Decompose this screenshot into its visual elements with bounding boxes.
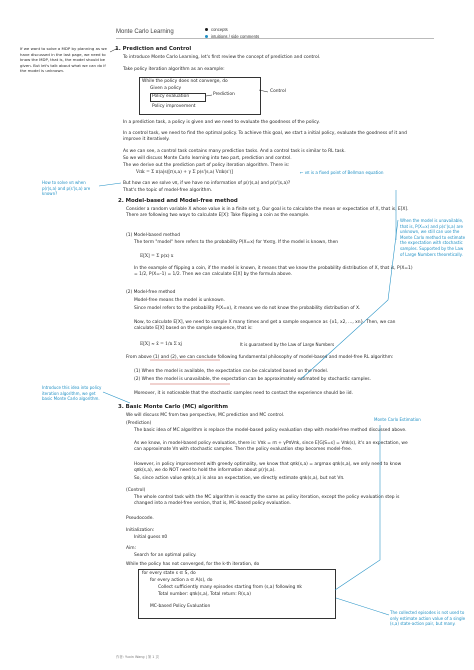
header-divider bbox=[116, 38, 434, 39]
s3-control-text: The whole control task with the MC algorithm is exactly the same as policy iteration, except the policy evaluation step is changed into a model-free version, that is, MC-based policy evaluation. bbox=[134, 495, 401, 507]
section-1-title: 1. Prediction and Control bbox=[115, 46, 192, 52]
section-3-title: 3. Basic Monte Carlo (MC) algorithm bbox=[118, 404, 228, 410]
legend-item-concepts bbox=[205, 26, 259, 33]
s1-control-text: In a control task, we need to find the optimal policy. To achieve this goal, we start a initial policy, evaluate the goodness of it and improve it iteratively. bbox=[123, 131, 409, 143]
side-note-how-solve: How to solve νπ when p(r|s,a) and p(s'|s,a) are known? bbox=[42, 180, 91, 197]
side-note-collected: The collected episodes is not used to only estimate action value of a single (s,a) state-action pair, but many. bbox=[390, 610, 466, 627]
s2-m2: (2) Model-free method bbox=[126, 290, 176, 295]
s1-pred-text: In a prediction task, a policy is given and we need to evaluate the goodness of the policy. bbox=[123, 120, 320, 125]
s2-m2-formula: E[X] ≈ x̄ = 1/n Σ xj bbox=[140, 342, 183, 347]
pseudo-collect: Collect sufficiently many episodes starting from (s,a) following πk bbox=[158, 585, 302, 590]
s2-m2-text2: Since model refers to the probability P(X=x), it means we do not know the probability distribution of X. bbox=[134, 306, 361, 311]
s3-pred-text3: However, in policy improvement with greedy optimality, we know that qπk(s,a) = argmax qπk(s,a), we only need to know qπk(s,a), we do NOT need to hold the information about p(r|s,a). bbox=[134, 462, 403, 474]
page-footer: 作者: Yuxin Wang | 第 1 页 bbox=[116, 655, 159, 659]
pseudo-mc: MC-based Policy Evaluation bbox=[150, 604, 211, 609]
pseudo-aim: Aim: bbox=[126, 546, 136, 551]
legend-label: concepts bbox=[211, 27, 228, 32]
s2-m1: (1) Model-based method bbox=[126, 233, 180, 238]
s1-intro: To introduce Monte Carlo Learning, let's first review the concept of prediction and control. bbox=[123, 55, 321, 60]
s1-formula: Vπk = Σ π(a|s)[r(s,a) + γ Σ p(s'|s,a) Vπk(s')] bbox=[136, 170, 233, 175]
s3-pred-text2: As we know, in model-based policy evaluation, there is: Vπk = rπ + γPπVπk, since E[G|S=s] = Vπk(s), it's an expectation, we can approximate Vπ with stochastic samples. Then the policy evaluation step becomes model-free. bbox=[134, 441, 410, 453]
left-margin-note: If we want to solve a MDP by planning as we have discussed in the last page, we need to know the MDP, that is, the model should be given. But let's talk about what we can do if the model is unknown. bbox=[20, 46, 109, 74]
s2-m1-text: The term "model" here refers to the probability P(X=x) for ∀x∈χ. If the model is known, then bbox=[134, 240, 339, 245]
arrow-intro-idea bbox=[103, 392, 130, 403]
color-legend bbox=[205, 26, 259, 40]
page-title: Monte Carlo Learning bbox=[116, 29, 174, 35]
box-improve: Policy improvement bbox=[152, 104, 196, 109]
legend-label: intuitions / side comments bbox=[211, 34, 260, 39]
box-eval: Policy evaluation bbox=[152, 93, 190, 99]
s2-key: Moreover, it is noticeable that the stochastic samples need to contact the experience should be iid. bbox=[134, 391, 353, 396]
s2-m1-formula: E[X] = Σ p(x) x bbox=[140, 254, 174, 259]
s2-m2-text3: Now, to calculate E[X], we need to sample X many times and get a sample sequence as {x1, x2, ..., xn}. Then, we can calculate E[X] based on the sample sequence, that is: bbox=[134, 320, 397, 332]
pseudo-title: Pseudocode. bbox=[126, 516, 154, 521]
s1-then: That's the topic of model-free algorithm. bbox=[123, 188, 213, 193]
s2-intro: Consider a random variable X whose value is in a finite set χ. Our goal is to calculate the mean or expectation of X, that is, E[X]. There are following two ways to calculate E[X]: Take flipping a coin as the example. bbox=[126, 207, 410, 219]
pseudo-aim-val: Search for an optimal policy. bbox=[134, 553, 197, 558]
s2-m2-text: Model-free means the model is unknown. bbox=[134, 298, 225, 303]
box-line-2: Given a policy bbox=[150, 86, 182, 91]
pseudo-total: Total number: qπk(s,a), Total return: R(s,a) bbox=[158, 592, 251, 597]
box-prediction: Prediction bbox=[213, 92, 235, 97]
s2-m2-lln: It is guaranteed by the Law of Large Numbers bbox=[240, 342, 335, 347]
legend-item-intuitions bbox=[205, 33, 259, 40]
s3-pred: (Prediction) bbox=[126, 421, 152, 426]
pseudo-for: for every state s ∈ S, do bbox=[142, 571, 196, 576]
legend-swatch-black bbox=[205, 28, 208, 31]
s1-derive: The we derive out the prediction part of policy iteration algorithm. There is: bbox=[123, 163, 290, 168]
s1-we-will: So we will discuss Monte Carlo learning into two part, prediction and control. bbox=[123, 156, 292, 161]
side-note-intro-idea: Introduce this idea into policy iteration algorithm, we get basic Monte Carlo algorithm. bbox=[42, 385, 102, 402]
legend-swatch-blue bbox=[205, 35, 208, 38]
s2-m1-coin: In the example of flipping a coin, if the model is known, it means that we know the probability distribution of X, that is, P(X=1) = 1/2, P(X=-1) = 1/2. Then we can calculate E[X] by the formula above. bbox=[134, 266, 414, 278]
s3-pred-text4: So, since action value qπk(s,a) is also an expectation, we directly estimate qπk(s,a), but not Vπ. bbox=[134, 476, 345, 481]
side-note-mc-estimation: Monte Carlo Estimation bbox=[374, 417, 421, 422]
box-line-1: While the policy does not converge, do bbox=[142, 79, 228, 84]
s1-but: But how can we solve νπ, if we have no information of p(r|s,a) and p(s'|s,a)? bbox=[123, 181, 291, 186]
pseudo-for2: for every action a ∈ A(s), do bbox=[150, 578, 213, 583]
pseudo-init: Initialization: bbox=[126, 528, 155, 533]
s3-intro: We will discuss MC from two perspective, MC prediction and MC control. bbox=[126, 413, 285, 418]
section-2-title: 2. Model-based and Model-free method bbox=[118, 198, 238, 204]
s2-a: (1) When the model is available, the expectation can be calculated based on the model. bbox=[134, 369, 329, 374]
s1-control-note: As we can see, a control task contains many prediction tasks. And a control task is similar to RL task. bbox=[123, 149, 346, 154]
s3-control: (Control) bbox=[126, 488, 146, 493]
arrow-collected bbox=[336, 598, 389, 615]
s3-pred-text: The basic idea of MC algorithm is replace the model-based policy evaluation step with model-free method discussed above. bbox=[134, 428, 407, 433]
s2-from: From above (1) and (2), we can conclude following fundamental philosophy of model-based and model-free RL algorithm: bbox=[126, 355, 394, 360]
s1-formula-note: ← νπ is a fixed point of Bellman equation bbox=[300, 170, 384, 175]
s1-take: Take policy iteration algorithm as an example: bbox=[123, 67, 225, 72]
pseudo-init-val: Initial guess π0 bbox=[134, 535, 168, 540]
side-note-unavailable: When the model is unavailable, that is, P(X=x) and p(s'|s,a) are unknown, we still can use the Monte Carlo method to estimate the expectation with stochastic samples. Supported by the Law of Large Numbers theoretically. bbox=[400, 218, 466, 257]
box-control: Control bbox=[270, 89, 286, 94]
pseudo-while: While the policy has not converged, for the k-th iteration, do bbox=[126, 562, 260, 567]
arrow-how-solve bbox=[99, 183, 121, 186]
s2-b: (2) When the model is unavailable, the expectation can be approximately estimated by stochastic samples. bbox=[134, 377, 371, 382]
